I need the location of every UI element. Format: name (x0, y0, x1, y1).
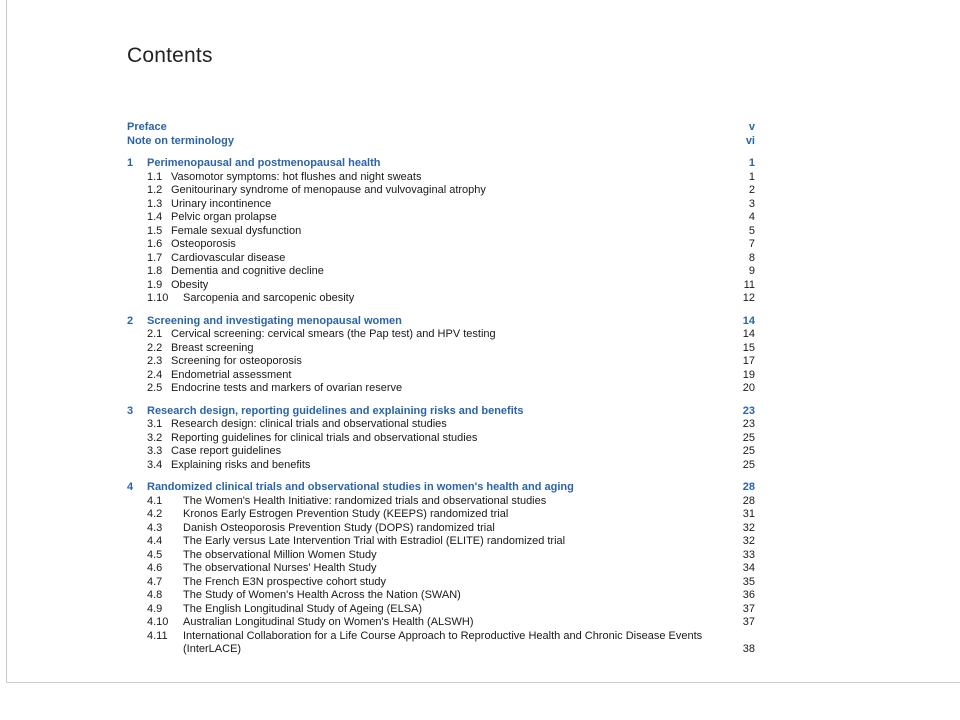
section-page: 15 (742, 341, 755, 354)
toc-section-4-5[interactable] (127, 549, 755, 563)
section-title: Australian Longitudinal Study on Women's Health (ALSWH) (183, 616, 474, 628)
chapter-title: Perimenopausal and postmenopausal health (147, 157, 381, 169)
toc-section-1-10[interactable] (127, 292, 755, 306)
section-title: Urinary incontinence (171, 197, 272, 210)
table-of-contents (127, 121, 755, 657)
section-title: Female sexual dysfunction (171, 224, 302, 237)
section-title: The English Longitudinal Study of Ageing (ELSA) (183, 602, 423, 615)
toc-section-1-2[interactable] (127, 184, 755, 198)
section-page: 25 (742, 445, 755, 457)
section-number: 2.1 (147, 328, 163, 340)
toc-section-1-9[interactable] (127, 279, 755, 293)
chapter-page: 14 (742, 314, 755, 327)
section-number: 2.4 (147, 368, 163, 381)
chapter-title: Randomized clinical trials and observational studies in women's health and aging (147, 481, 574, 493)
section-number: 1.1 (147, 170, 163, 183)
chapter-page: 23 (742, 404, 755, 417)
toc-section-3-4[interactable] (127, 459, 755, 473)
section-page: 14 (742, 328, 755, 340)
chapter-number: 3 (127, 404, 134, 417)
section-page: 9 (748, 265, 755, 277)
page-title: Contents (127, 44, 213, 67)
section-title: The Study of Women's Health Across the Nation (SWAN) (183, 589, 461, 601)
section-page: 38 (742, 643, 755, 655)
section-title: The Early versus Late Intervention Trial with Estradiol (ELITE) randomized trial (183, 535, 566, 547)
section-number: 1.7 (147, 251, 163, 264)
section-page: 25 (742, 458, 755, 471)
section-title: International Collaboration for a Life Course Approach to Reproductive Health and Chronic Disease Events (InterLACE) (183, 629, 703, 655)
toc-chapter-2[interactable] (127, 315, 755, 329)
section-page: 36 (742, 589, 755, 601)
toc-section-4-1[interactable] (127, 495, 755, 509)
toc-section-2-1[interactable] (127, 328, 755, 342)
toc-section-2-4[interactable] (127, 369, 755, 383)
section-number: 1.2 (147, 184, 163, 196)
section-title: The observational Nurses' Health Study (183, 562, 377, 574)
section-page: 17 (742, 355, 755, 367)
toc-section-3-3[interactable] (127, 445, 755, 459)
section-number: 4.7 (147, 575, 163, 588)
section-page: 25 (742, 431, 755, 444)
section-page: 33 (742, 548, 755, 561)
toc-section-1-1[interactable] (127, 171, 755, 185)
chapter-title: Research design, reporting guidelines and explaining risks and benefits (147, 404, 524, 417)
toc-section-1-3[interactable] (127, 198, 755, 212)
section-page: 7 (748, 238, 755, 250)
section-page: 3 (748, 197, 755, 210)
section-title: Cardiovascular disease (171, 251, 286, 264)
section-title: Kronos Early Estrogen Prevention Study (KEEPS) randomized trial (183, 508, 509, 520)
section-number: 4.8 (147, 589, 163, 601)
section-page: 32 (742, 535, 755, 547)
toc-section-1-7[interactable] (127, 252, 755, 266)
section-page: 5 (748, 224, 755, 237)
chapter-number: 4 (127, 481, 134, 493)
toc-section-4-10[interactable] (127, 616, 755, 630)
toc-entry-page: vi (745, 134, 755, 147)
chapter-title: Screening and investigating menopausal women (147, 314, 402, 327)
section-page: 8 (748, 251, 755, 264)
toc-chapter-3[interactable] (127, 405, 755, 419)
section-title: Research design: clinical trials and observational studies (171, 418, 447, 430)
section-page: 35 (742, 575, 755, 588)
section-number: 4.5 (147, 548, 163, 561)
section-number: 1.4 (147, 211, 163, 223)
chapter-list (127, 157, 755, 657)
toc-section-4-4[interactable] (127, 535, 755, 549)
section-page: 4 (748, 211, 755, 223)
section-page: 28 (742, 494, 755, 507)
chapter-page: 1 (748, 157, 755, 169)
toc-section-1-8[interactable] (127, 265, 755, 279)
section-number: 4.4 (147, 535, 163, 547)
section-number: 3.4 (147, 458, 163, 471)
section-page: 20 (742, 382, 755, 394)
toc-section-3-2[interactable] (127, 432, 755, 446)
section-page: 31 (742, 508, 755, 520)
section-number: 4.1 (147, 494, 163, 507)
toc-section-4-2[interactable] (127, 508, 755, 522)
toc-section-4-6[interactable] (127, 562, 755, 576)
section-title: Danish Osteoporosis Prevention Study (DOPS) randomized trial (183, 521, 495, 534)
section-page: 11 (743, 278, 755, 291)
section-title: Vasomotor symptoms: hot flushes and night sweats (171, 170, 422, 183)
chapter-page: 28 (742, 481, 755, 493)
section-title: Screening for osteoporosis (171, 355, 302, 367)
section-title: Cervical screening: cervical smears (the Pap test) and HPV testing (171, 328, 496, 340)
section-number: 1.10 (147, 292, 169, 304)
section-page: 37 (742, 616, 755, 628)
section-title: Genitourinary syndrome of menopause and vulvovaginal atrophy (171, 184, 486, 196)
toc-entry-label: Note on terminology (127, 134, 234, 147)
section-title: Endometrial assessment (171, 368, 292, 381)
section-title: Endocrine tests and markers of ovarian reserve (171, 382, 403, 394)
toc-section-1-4[interactable] (127, 211, 755, 225)
section-number: 1.9 (147, 278, 163, 291)
section-number: 4.11 (147, 629, 168, 642)
section-title: The French E3N prospective cohort study (183, 575, 386, 588)
section-number: 4.9 (147, 602, 163, 615)
section-number: 3.1 (147, 418, 163, 430)
section-number: 1.8 (147, 265, 163, 277)
section-number: 1.6 (147, 238, 163, 250)
toc-section-4-9[interactable] (127, 603, 755, 617)
section-title: Osteoporosis (171, 238, 236, 250)
section-number: 3.3 (147, 445, 163, 457)
toc-section-4-8[interactable] (127, 589, 755, 603)
section-title: Reporting guidelines for clinical trials and observational studies (171, 431, 478, 444)
section-number: 2.5 (147, 382, 163, 394)
toc-section-4-7[interactable] (127, 576, 755, 590)
section-page: 23 (742, 418, 755, 430)
page-bottom-edge (6, 682, 960, 683)
toc-section-2-3[interactable] (127, 355, 755, 369)
section-page: 12 (742, 292, 755, 304)
section-number: 3.2 (147, 431, 163, 444)
section-number: 2.3 (147, 355, 163, 367)
section-title: Explaining risks and benefits (171, 458, 311, 471)
section-number: 1.5 (147, 224, 163, 237)
section-title: The observational Million Women Study (183, 548, 377, 561)
section-title: Pelvic organ prolapse (171, 211, 277, 223)
section-title: Case report guidelines (171, 445, 282, 457)
toc-entry-terminology[interactable] (127, 135, 755, 149)
section-number: 1.3 (147, 197, 163, 210)
toc-section-3-1[interactable] (127, 418, 755, 432)
toc-section-4-3[interactable] (127, 522, 755, 536)
toc-section-1-5[interactable] (127, 225, 755, 239)
section-title: Sarcopenia and sarcopenic obesity (183, 292, 355, 304)
page-left-edge (6, 0, 7, 682)
chapter-number: 2 (127, 314, 134, 327)
section-number: 2.2 (147, 341, 163, 354)
section-title: Dementia and cognitive decline (171, 265, 324, 277)
section-number: 4.2 (147, 508, 163, 520)
section-title: The Women's Health Initiative: randomized trials and observational studies (183, 494, 547, 507)
section-number: 4.6 (147, 562, 163, 574)
toc-section-2-2[interactable] (127, 342, 755, 356)
section-page: 1 (748, 170, 755, 183)
section-title: Breast screening (171, 341, 254, 354)
section-title: Obesity (171, 278, 209, 291)
section-page: 19 (742, 368, 755, 381)
chapter-number: 1 (127, 157, 134, 169)
toc-section-4-11[interactable] (127, 630, 755, 657)
section-page: 34 (742, 562, 755, 574)
toc-chapter-4[interactable] (127, 481, 755, 495)
section-page: 37 (742, 602, 755, 615)
toc-chapter-1[interactable] (127, 157, 755, 171)
toc-entry-preface[interactable] (127, 121, 755, 135)
toc-section-1-6[interactable] (127, 238, 755, 252)
toc-entry-page: v (748, 121, 755, 133)
section-page: 32 (742, 521, 755, 534)
toc-entry-label: Preface (127, 121, 167, 133)
section-page: 2 (748, 184, 755, 196)
section-number: 4.10 (147, 616, 169, 628)
section-number: 4.3 (147, 521, 163, 534)
toc-section-2-5[interactable] (127, 382, 755, 396)
